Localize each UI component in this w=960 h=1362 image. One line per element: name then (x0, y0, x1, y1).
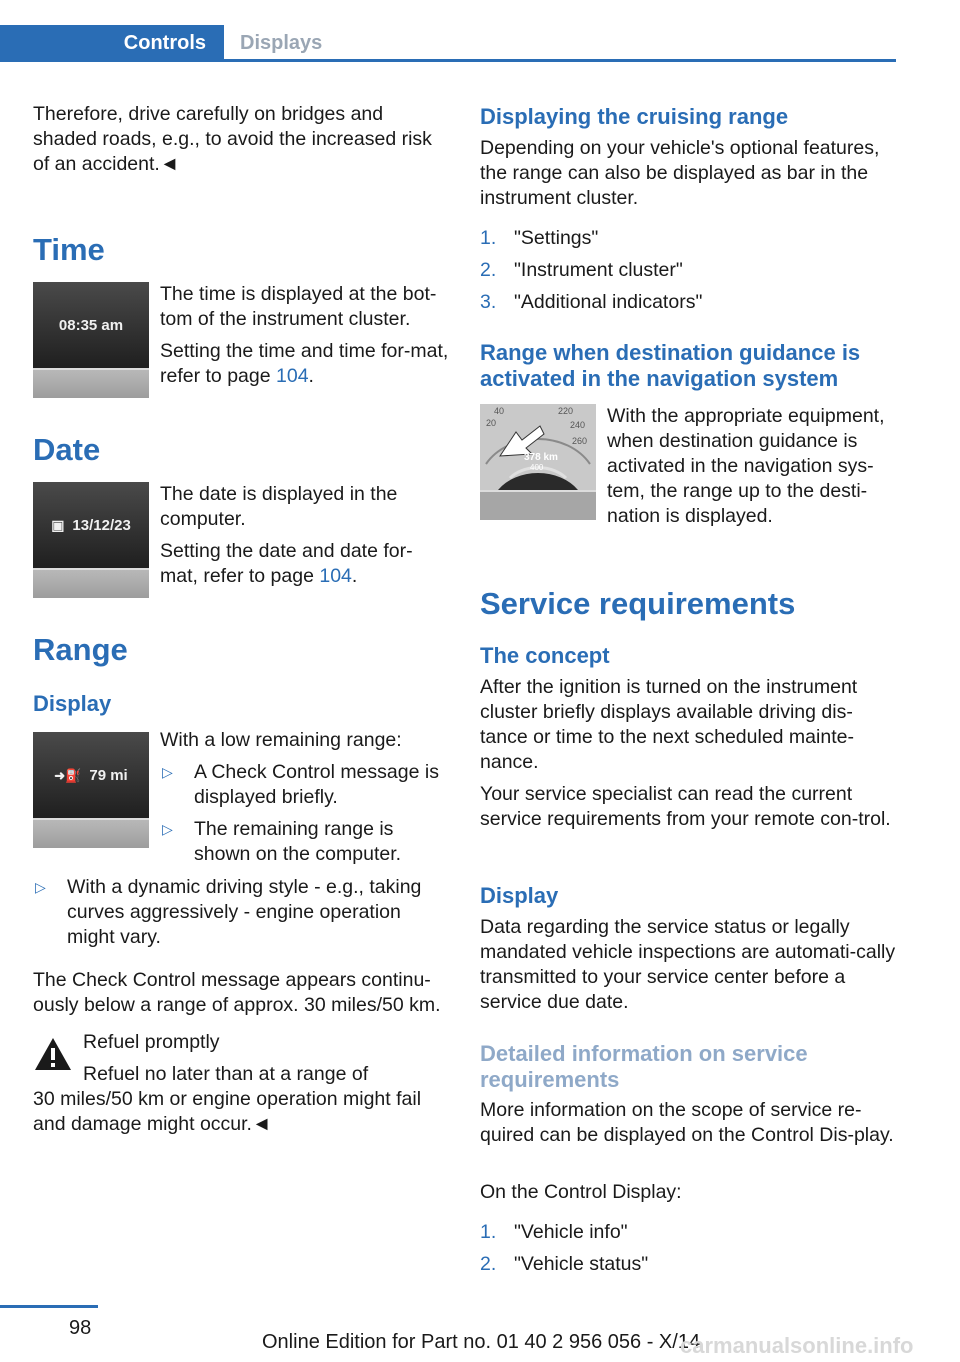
triangle-bullet-icon: ▷ (162, 821, 173, 837)
list-item: 1. "Settings" (480, 227, 599, 249)
detail-paragraph-2: On the Control Display: (480, 1181, 682, 1203)
nav-range-heading: Range when destination guidance is activated in the navigation system (480, 340, 861, 391)
cruising-range-heading: Displaying the cruising range (480, 104, 789, 129)
cruising-steps (480, 226, 896, 322)
range-display-image (33, 732, 149, 848)
date-readout: 13/12/23 (72, 516, 131, 534)
detail-steps (480, 1220, 896, 1284)
time-description: The time is displayed at the bot‐tom of the instrument cluster. (160, 283, 437, 330)
page-number: 98 (69, 1317, 92, 1339)
triangle-bullet-icon: ▷ (35, 879, 46, 895)
warning-block (33, 1030, 448, 1144)
page-header (0, 0, 896, 62)
range-bullet-list-2 (33, 875, 448, 957)
service-display-paragraph: Data regarding the service status or legally mandated vehicle inspections are automati‐cally transmitted to your service center before a service due date. (480, 916, 896, 1013)
fuel-pump-icon: ➜⛽ (54, 767, 82, 783)
range-bullet-list (160, 760, 450, 867)
date-description: The date is displayed in the computer. (160, 483, 398, 530)
svg-text:240: 240 (570, 420, 586, 430)
cruising-range-paragraph: Depending on your vehicle's optional features, the range can also be displayed as bar in the instrument cluster. (480, 137, 880, 209)
list-item: ▷ The remaining range is shown on the computer. (162, 818, 402, 865)
time-setting-ref: Setting the time and time for‐mat, refer to page 104. (160, 340, 449, 387)
check-control-paragraph: The Check Control message appears continu‐ously below a range of approx. 30 miles/50 km. (33, 969, 441, 1016)
edition-note: Online Edition for Part no. 01 40 2 956 056 - X/14 (262, 1331, 701, 1353)
list-item: 1. "Vehicle info" (480, 1221, 628, 1243)
time-readout: 08:35 am (58, 316, 124, 334)
gauge-range-readout: 378 km (524, 452, 558, 463)
header-rule (0, 59, 896, 62)
tab-controls[interactable]: Controls (0, 25, 224, 62)
calendar-icon: ▣ (51, 516, 65, 533)
triangle-bullet-icon: ▷ (162, 764, 173, 780)
service-heading: Service requirements (480, 586, 796, 621)
date-display-image (33, 482, 149, 598)
range-readout: 79 mi (89, 766, 128, 784)
warning-line-1: Refuel no later than at a range of (83, 1063, 369, 1085)
tab-displays[interactable]: Displays (240, 32, 323, 54)
warning-triangle-icon (33, 1036, 73, 1072)
range-display-subheading: Display (33, 691, 112, 716)
range-heading: Range (33, 632, 128, 667)
page-link-104[interactable]: 104 (276, 365, 309, 387)
nav-range-paragraph: With the appropriate equipment, when destination guidance is activated in the navigation sys‐tem, the range up to the desti‐nation is displayed. (607, 405, 885, 527)
detail-paragraph: More information on the scope of service re‐quired can be displayed on the Control Dis‐play. (480, 1099, 894, 1146)
nav-gauge-image (480, 404, 596, 520)
intro-paragraph: Therefore, drive carefully on bridges and shaded roads, e.g., to avoid the increased risk of an accident.◄ (33, 103, 432, 175)
list-item: 2. "Instrument cluster" (480, 259, 683, 281)
warning-line-2: 30 miles/50 km or engine operation might fail and damage might occur.◄ (33, 1088, 422, 1135)
svg-text:40: 40 (494, 406, 505, 416)
service-display-heading: Display (480, 883, 559, 908)
list-item: ▷ With a dynamic driving style - e.g., taking curves aggressively - engine operation might vary. (35, 876, 422, 948)
list-item: ▷ A Check Control message is displayed briefly. (162, 761, 439, 808)
svg-text:220: 220 (558, 406, 574, 416)
svg-text:260: 260 (572, 436, 588, 446)
concept-paragraph: After the ignition is turned on the instrument cluster briefly displays available driving dis‐tance or time to the next scheduled mainte‐nance. (480, 676, 858, 773)
svg-text:20: 20 (486, 418, 497, 428)
warning-title: Refuel promptly (83, 1031, 220, 1053)
list-item: 2. "Vehicle status" (480, 1253, 649, 1275)
range-intro: With a low remaining range: (160, 729, 402, 751)
time-display-image (33, 282, 149, 398)
time-heading: Time (33, 232, 105, 267)
detail-heading: Detailed information on service requirements (480, 1041, 808, 1092)
range-gauge-icon (480, 404, 596, 520)
page-link-104[interactable]: 104 (319, 565, 352, 587)
date-setting-ref: Setting the date and date for‐mat, refer to page 104. (160, 540, 413, 587)
concept-paragraph-2: Your service specialist can read the current service requirements from your remote con‐trol. (480, 783, 891, 830)
date-heading: Date (33, 432, 101, 467)
footer-rule (0, 1305, 98, 1308)
concept-heading: The concept (480, 643, 610, 668)
list-item: 3. "Additional indicators" (480, 291, 703, 313)
watermark: carmanualsonline.info (680, 1333, 914, 1358)
svg-text:400: 400 (530, 463, 544, 472)
